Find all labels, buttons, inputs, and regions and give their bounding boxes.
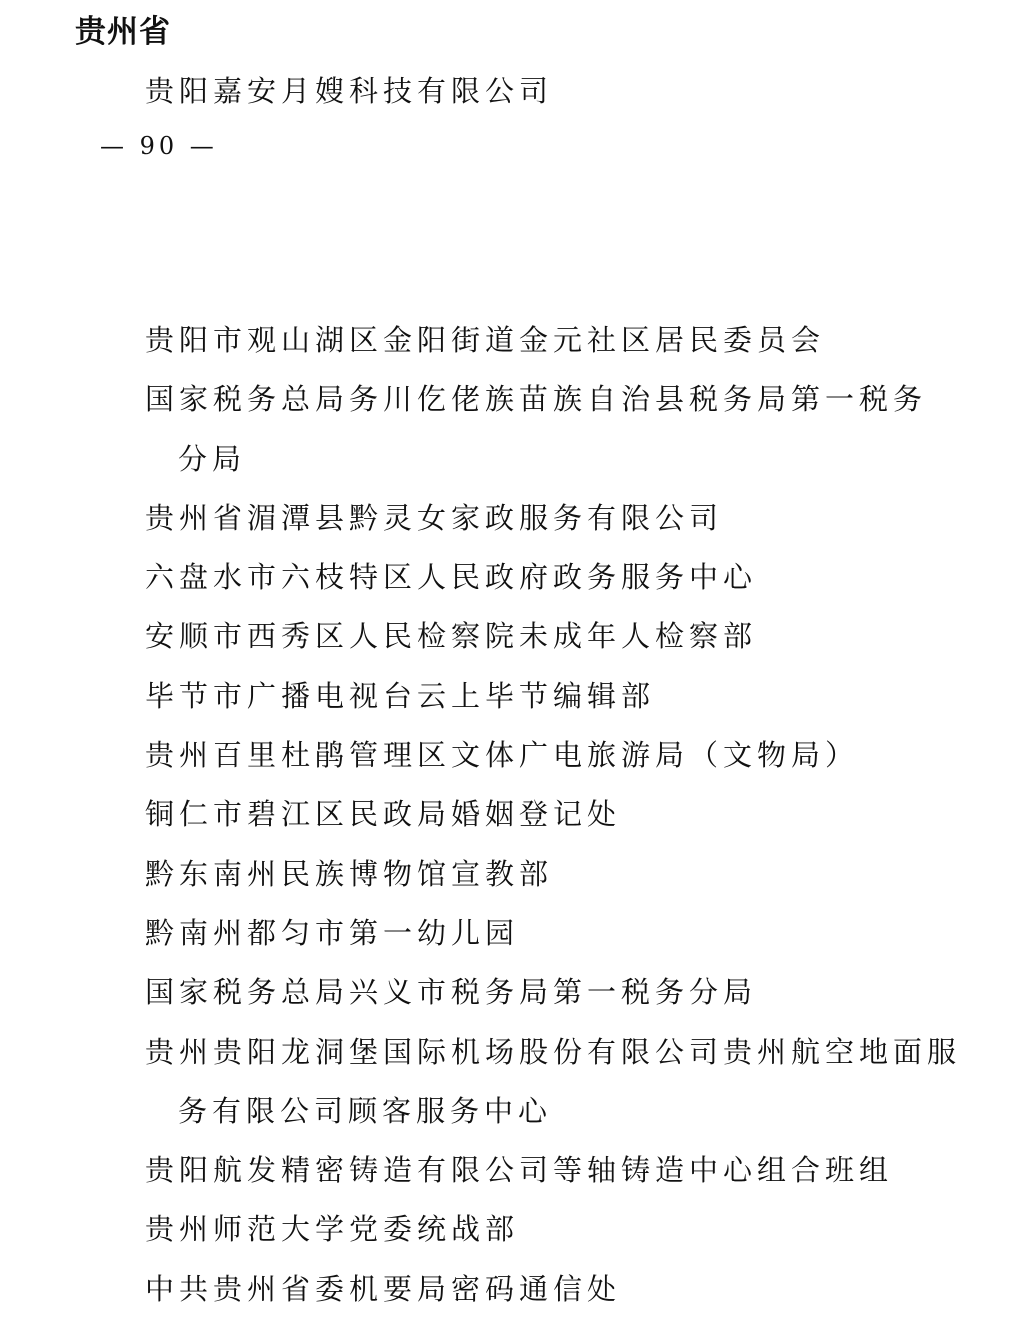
entry-line: 六盘水市六枝特区人民政府政务服务中心: [145, 560, 758, 595]
entry-line: 贵州百里杜鹃管理区文体广电旅游局（文物局）: [145, 738, 860, 773]
entry-item: [145, 1260, 975, 1319]
entry-line: 黔南州都匀市第一幼儿园: [145, 915, 520, 950]
entry-previous-page-tail: 贵阳嘉安月嫂科技有限公司: [145, 74, 554, 108]
entry-item: [145, 726, 975, 785]
entry-item: [145, 1141, 975, 1200]
page-number: — 90 —: [100, 132, 218, 160]
entry-item: [145, 963, 975, 1022]
entry-item: [145, 370, 975, 489]
entry-line: 铜仁市碧江区民政局婚姻登记处: [145, 797, 622, 832]
entry-item: [145, 607, 975, 666]
entry-item: [145, 904, 975, 963]
entry-item: [145, 548, 975, 607]
section-heading-province: 贵州省: [75, 14, 171, 50]
entry-line: 贵阳市观山湖区金阳街道金元社区居民委员会: [145, 323, 826, 357]
entry-line: 黔东南州民族博物馆宣教部: [145, 856, 554, 891]
entry-item: [145, 311, 975, 370]
entry-item: [145, 1023, 975, 1142]
entry-line: 贵州贵阳龙洞堡国际机场股份有限公司贵州航空地面服: [145, 1034, 962, 1069]
entry-line: 国家税务总局兴义市税务局第一税务分局: [145, 975, 758, 1010]
entry-line: 毕节市广播电视台云上毕节编辑部: [145, 678, 656, 713]
entry-item: [145, 785, 975, 844]
entry-line: 贵阳航发精密铸造有限公司等轴铸造中心组合班组: [145, 1153, 894, 1188]
entry-line-continuation: 分局: [178, 441, 247, 476]
entry-line: 贵州师范大学党委统战部: [145, 1212, 520, 1247]
entry-list: [145, 311, 975, 1319]
entry-item: [145, 489, 975, 548]
entry-item: [145, 667, 975, 726]
entry-item: [145, 1200, 975, 1259]
entry-line: 国家税务总局务川仡佬族苗族自治县税务局第一税务: [145, 382, 928, 417]
entry-line-continuation: 务有限公司顾客服务中心: [178, 1093, 553, 1128]
entry-item: [145, 845, 975, 904]
entry-line: 安顺市西秀区人民检察院未成年人检察部: [145, 619, 758, 654]
entry-line: 贵州省湄潭县黔灵女家政服务有限公司: [145, 500, 724, 535]
entry-line: 中共贵州省委机要局密码通信处: [145, 1271, 622, 1306]
